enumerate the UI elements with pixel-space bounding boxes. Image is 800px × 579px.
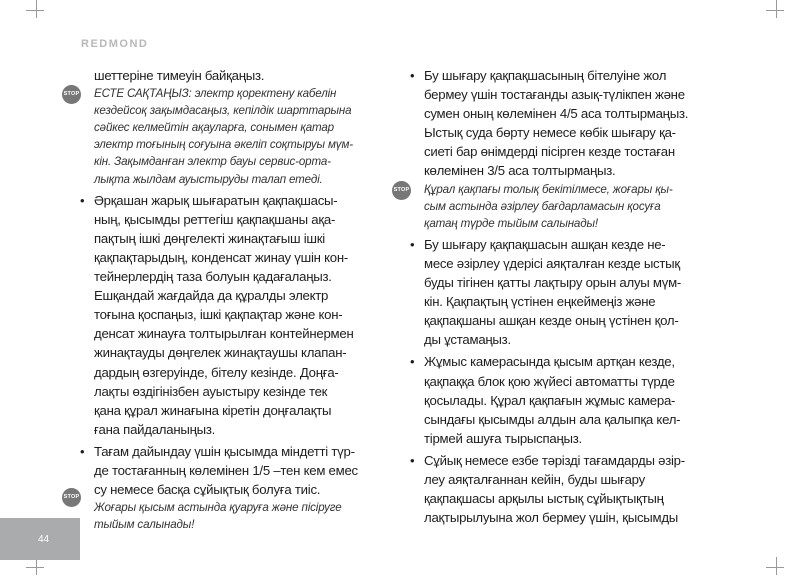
- bullet-icon: •: [410, 236, 415, 252]
- bullet-paragraph: • Жұмыс камерасында қысым артқан кезде, қақпаққа блок қою жүйесі автоматты түрде қосылады. Құрал қақпағын жұмыс камера- сындағы қысымды алдын ала қалыпқа кел- тірмей ашуға тырыспаңыз.: [410, 354, 681, 446]
- bullet-paragraph: • Бу шығару қақпақшасын ашқан кезде не- месе әзірлеу үдерісі аяқталған кезде ыстық буды тігінен қатты лақтыру орын алуы мүм- кін. Қақпақтың үстінен еңкеймеңіз және қақпақшаны ашқан кезде оның үстінен қол- ды ұстамаңыз.: [410, 236, 682, 348]
- registration-mark: [32, 6, 42, 16]
- stop-icon: STOP: [62, 85, 81, 104]
- paragraph-continuation: шеттеріне тимеуін байқаңыз.: [94, 68, 265, 83]
- registration-mark: [32, 563, 42, 573]
- brand-logo: REDMOND: [81, 38, 149, 50]
- left-column: [80, 66, 397, 533]
- bullet-icon: •: [80, 443, 85, 459]
- stop-icon: STOP: [392, 181, 411, 200]
- bullet-icon: •: [80, 192, 85, 208]
- bullet-paragraph: • Тағам дайындау үшін қысымда міндетті түр- де тостағанның көлемінен 1/5 –тен кем емес су немесе басқа сұйықтық болуға тиіс.: [80, 443, 358, 498]
- bullet-paragraph: • Әрқашан жарық шығаратын қақпақшасы- ның, қысымды реттегіш қақпақшаны ақа- пақтың ішкі дөңгелекті жинақтағыш ішкі қақпақтарыдың, конденсат жинау үшін кон- тейнерлердің таза болуын қадағалаңыз. Ешқандай жағдайда да құралды электр тоғына қоспаңыз, ішкі қақпақтар және кон- денсат жинауға толтырылған контейнермен жинақтауды дөңгелек жинақтаушы клапан- дардың өзгеруінде, бітелу кезінде. Доңға- лақты өздігінізбен ауыстыру кезінде тек қана құрал жинағына кіретін доңғалақты ғана пайдаланыңыз.: [80, 192, 354, 437]
- bullet-icon: •: [410, 354, 415, 370]
- page-number: 44: [38, 534, 50, 545]
- right-column: [410, 66, 722, 527]
- bullet-icon: •: [410, 452, 415, 468]
- bullet-icon: •: [410, 68, 415, 83]
- warning-note: ЕСТЕ САҚТАҢЫЗ: электр қоректену кабелін кездейсоқ зақымдасаңыз, кепілдік шарттарына сәйкес келмейтін ақауларға, сонымен қатар электр тоғының соғуына әкеліп соқтыруы мүм- кін. Зақымданған электр бауы сервис-орта- лықта жылдам ауыстыруды талап етеді.: [94, 87, 353, 186]
- registration-mark: [772, 563, 782, 573]
- bullet-paragraph: • Сұйық немесе езбе тәрізді тағамдарды әзір- леу аяқталғаннан кейін, буды шығару қақпақшасы арқылы ыстық сұйықтықтың лақтырылуына жол бермеу үшін, қысымды: [410, 452, 685, 526]
- stop-icon: STOP: [62, 488, 81, 507]
- registration-mark: [772, 6, 782, 16]
- warning-note: Жоғары қысым астында қуаруға және пісіруге тыйым салынады!: [94, 501, 342, 532]
- warning-note: Құрал қақпағы толық бекітілмесе, жоғары қы- сым астында әзірлеу бағдарламасын қосуға қатаң түрде тыйым салынады!: [424, 182, 673, 230]
- bullet-paragraph: • Бу шығару қақпақшасының бітелуіне жол бермеу үшін тостағанды азық-түлікпен және сумен оның көлемінен 4/5 аса толтырмаңыз. Ыстық суда бөрту немесе көбік шығару қа- сиеті бар өнімдерді пісірген кезде тостаған көлемінен 3/5 аса толтырмаңыз.: [410, 68, 689, 179]
